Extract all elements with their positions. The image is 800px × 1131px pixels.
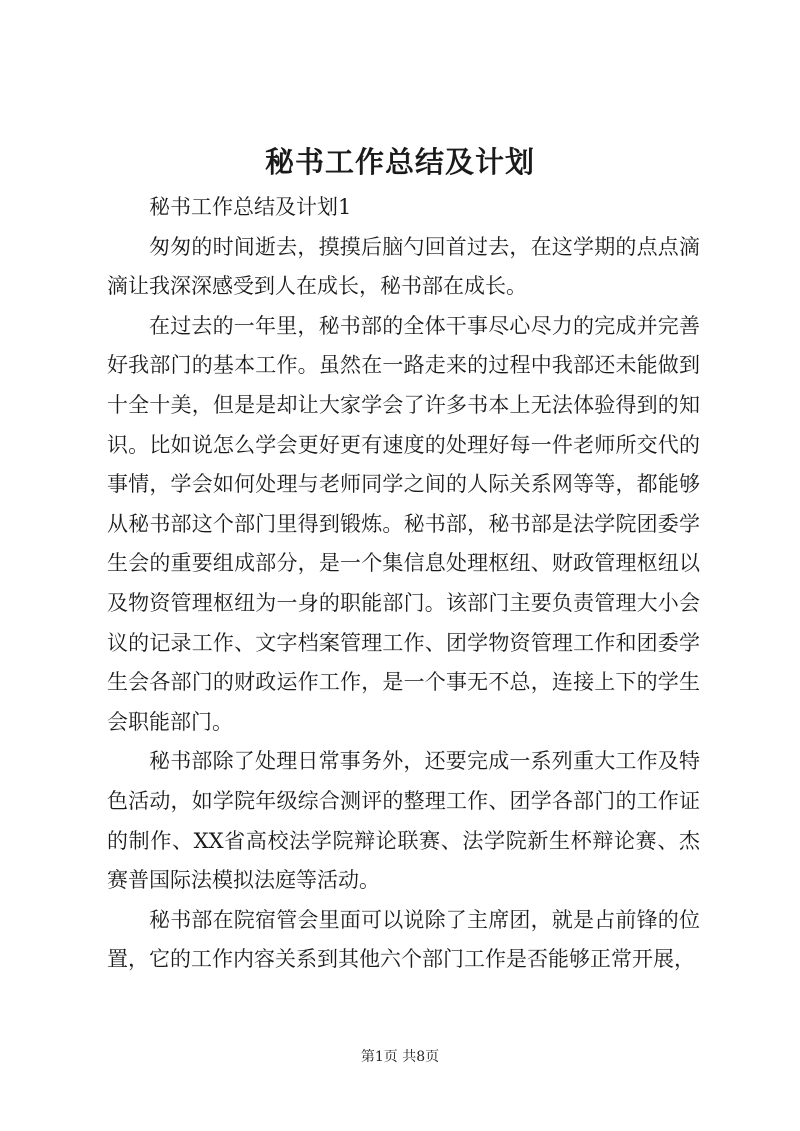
document-title: 秘书工作总结及计划 bbox=[264, 145, 535, 179]
document-body bbox=[107, 188, 700, 980]
paragraph: 在过去的一年里，秘书部的全体干事尽心尽力的完成并完善好我部门的基本工作。虽然在一路走来的过程中我部还未能做到十全十美，但是是却让大家学会了许多书本上无法体验得到的知识。比如说怎么学会更好更有速度的处理好每一件老师所交代的事情，学会如何处理与老师同学之间的人际关系网等等，都能够从秘书部这个部门里得到锻炼。秘书部，秘书部是法学院团委学生会的重要组成部分，是一个集信息处理枢纽、财政管理枢纽以及物资管理枢纽为一身的职能部门。该部门主要负责管理大小会议的记录工作、文字档案管理工作、团学物资管理工作和团委学生会各部门的财政运作工作，是一个事无不总，连接上下的学生会职能部门。 bbox=[107, 313, 700, 734]
section-heading: 秘书工作总结及计划1 bbox=[149, 195, 352, 219]
paragraph: 秘书部除了处理日常事务外，还要完成一系列重大工作及特色活动，如学院年级综合测评的整理工作、团学各部门的工作证的制作、XX省高校法学院辩论联赛、法学院新生杯辩论赛、杰赛普国际法模拟法庭等活动。 bbox=[107, 749, 700, 893]
paragraph: 匆匆的时间逝去，摸摸后脑勺回首过去，在这学期的点点滴滴让我深深感受到人在成长，秘书部在成长。 bbox=[107, 234, 700, 299]
paragraph: 秘书部在院宿管会里面可以说除了主席团，就是占前锋的位置，它的工作内容关系到其他六个部门工作是否能够正常开展， bbox=[107, 907, 700, 972]
page-footer: 第1页 共8页 bbox=[360, 1049, 440, 1065]
